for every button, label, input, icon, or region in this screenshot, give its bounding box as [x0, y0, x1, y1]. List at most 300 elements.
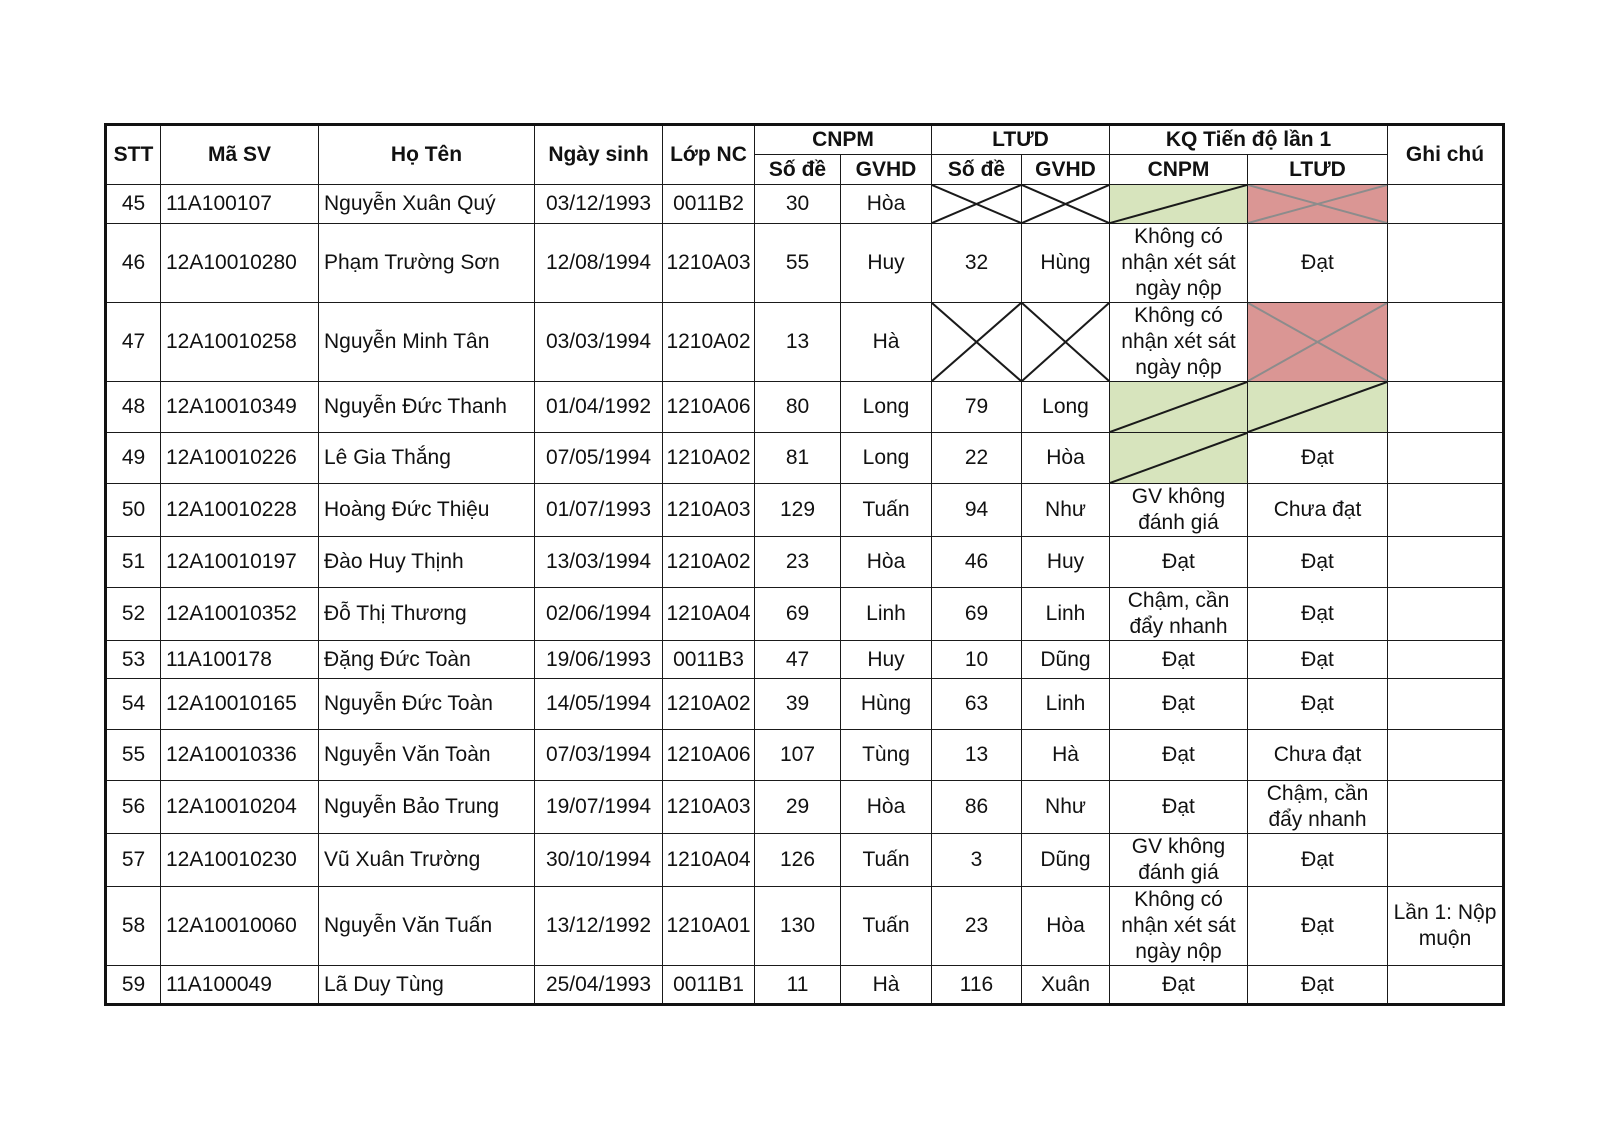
cell-text: Linh — [866, 602, 906, 625]
cell-cnpm-so-de — [755, 679, 841, 730]
cell-text: 03/03/1994 — [545, 330, 652, 353]
table-row — [106, 382, 1504, 433]
cell-stt — [106, 730, 161, 781]
table-row — [106, 185, 1504, 224]
table-row — [106, 641, 1504, 679]
cell-ltud-gvhd — [1022, 224, 1110, 303]
cell-cnpm-gvhd — [841, 966, 932, 1005]
cell-text: 86 — [964, 795, 989, 818]
cell-text: Như — [1045, 795, 1086, 818]
progress-table — [104, 123, 1505, 1006]
table-body — [106, 185, 1504, 1005]
cell-kq-cnpm — [1110, 185, 1248, 224]
cell-ghi-chu — [1388, 433, 1504, 484]
cell-text: 12A10010228 — [166, 498, 297, 521]
cell-ltud-so-de — [932, 185, 1022, 224]
cell-ltud-gvhd — [1022, 588, 1110, 641]
cell-lop — [663, 834, 755, 887]
cell-text: 0011B2 — [673, 192, 744, 215]
cell-stt — [106, 303, 161, 382]
cell-kq-ltud — [1248, 185, 1388, 224]
cell-text: Hà — [872, 330, 900, 353]
cell-ngay-sinh — [535, 382, 663, 433]
cell-kq-cnpm — [1110, 433, 1248, 484]
cell-text: 48 — [121, 395, 146, 418]
cell-ltud-so-de — [932, 433, 1022, 484]
cell-kq-cnpm — [1110, 781, 1248, 834]
cell-text: Đạt — [1301, 251, 1334, 274]
cell-ltud-gvhd — [1022, 484, 1110, 537]
cross-mark — [1022, 303, 1109, 381]
cell-ghi-chu — [1388, 224, 1504, 303]
cell-text: Đạt — [1162, 795, 1195, 818]
cell-text: 51 — [121, 550, 146, 573]
cell-ma-sv — [161, 679, 319, 730]
cell-text: Chậm, cần đẩy nhanh — [1127, 589, 1230, 638]
cell-ltud-gvhd — [1022, 730, 1110, 781]
cell-stt — [106, 382, 161, 433]
cell-text: 39 — [785, 692, 810, 715]
cell-lop — [663, 303, 755, 382]
col-cnpm-so-de: Số đề — [755, 155, 841, 185]
cell-text: 130 — [779, 914, 816, 937]
cell-text: 11A100107 — [166, 192, 272, 215]
cell-text: 13/12/1992 — [545, 914, 652, 937]
cell-text: Long — [862, 446, 910, 469]
cell-text: 01/04/1992 — [545, 395, 652, 418]
cell-kq-ltud — [1248, 834, 1388, 887]
cell-cnpm-gvhd — [841, 781, 932, 834]
cell-ltud-gvhd — [1022, 185, 1110, 224]
cell-text: Như — [1045, 498, 1086, 521]
cell-ltud-gvhd — [1022, 887, 1110, 966]
cell-text: 12A10010060 — [166, 914, 297, 937]
cell-ltud-so-de — [932, 537, 1022, 588]
cell-cnpm-gvhd — [841, 382, 932, 433]
cell-text: 12A10010258 — [166, 330, 297, 353]
col-ltud-so-de: Số đề — [932, 155, 1022, 185]
cell-ho-ten — [319, 641, 535, 679]
table-row — [106, 433, 1504, 484]
cell-lop — [663, 382, 755, 433]
cell-stt — [106, 185, 161, 224]
cell-text: Hùng — [860, 692, 912, 715]
cell-ltud-so-de — [932, 679, 1022, 730]
cell-kq-ltud — [1248, 679, 1388, 730]
cell-cnpm-gvhd — [841, 588, 932, 641]
cell-text: Hòa — [866, 550, 906, 573]
cell-text: Đạt — [1162, 550, 1195, 573]
cell-text: 52 — [121, 602, 146, 625]
cell-text: 32 — [964, 251, 989, 274]
cell-cnpm-so-de — [755, 588, 841, 641]
cell-text: Huy — [1046, 550, 1085, 573]
cell-ghi-chu — [1388, 887, 1504, 966]
cell-lop — [663, 887, 755, 966]
cell-text: 07/03/1994 — [545, 743, 652, 766]
cell-ngay-sinh — [535, 224, 663, 303]
cell-text: Không có nhận xét sát ngày nộp — [1121, 304, 1236, 379]
cell-text: Đạt — [1301, 647, 1334, 671]
cell-stt — [106, 834, 161, 887]
cell-kq-ltud — [1248, 382, 1388, 433]
cell-lop — [663, 185, 755, 224]
col-group-cnpm: CNPM — [755, 125, 932, 155]
cell-text: 107 — [779, 743, 816, 766]
cell-text: 1210A04 — [666, 602, 751, 625]
cell-ma-sv — [161, 303, 319, 382]
cell-text: 1210A06 — [666, 743, 751, 766]
cell-text: 55 — [121, 743, 146, 766]
cell-kq-ltud — [1248, 887, 1388, 966]
cell-text: Hoàng Đức Thiệu — [324, 498, 490, 521]
col-ho-ten: Họ Tên — [319, 125, 535, 185]
cell-text: Lần 1: Nộp muộn — [1393, 901, 1497, 950]
cell-kq-cnpm — [1110, 382, 1248, 433]
cell-text: Đạt — [1162, 743, 1195, 766]
cell-text: 79 — [964, 395, 989, 418]
cell-ngay-sinh — [535, 781, 663, 834]
cell-ghi-chu — [1388, 382, 1504, 433]
cell-ghi-chu — [1388, 537, 1504, 588]
cell-text: 1210A02 — [666, 692, 751, 715]
cell-text: 56 — [121, 795, 146, 818]
cell-text: Đạt — [1301, 446, 1334, 469]
cell-text: Linh — [1045, 602, 1086, 625]
cell-ltud-gvhd — [1022, 433, 1110, 484]
cell-lop — [663, 679, 755, 730]
cell-ho-ten — [319, 679, 535, 730]
cell-kq-ltud — [1248, 966, 1388, 1005]
cell-text: Tuấn — [862, 848, 910, 871]
cell-text: 19/06/1993 — [545, 647, 652, 671]
cell-text: Linh — [1045, 692, 1086, 715]
cell-ho-ten — [319, 303, 535, 382]
cell-text: 22 — [964, 446, 989, 469]
diagonal-mark — [1110, 433, 1247, 483]
cell-text: 1210A02 — [666, 330, 751, 353]
cell-kq-ltud — [1248, 781, 1388, 834]
cell-text: GV không đánh giá — [1131, 485, 1226, 534]
cell-ltud-so-de — [932, 730, 1022, 781]
cell-ma-sv — [161, 537, 319, 588]
cell-text: 03/12/1993 — [545, 192, 652, 215]
cell-ma-sv — [161, 641, 319, 679]
cell-cnpm-so-de — [755, 887, 841, 966]
diagonal-mark — [1110, 382, 1247, 432]
cell-text: Hòa — [866, 795, 906, 818]
cell-text: 46 — [964, 550, 989, 573]
cross-mark — [1248, 303, 1387, 381]
cell-text: 30/10/1994 — [545, 848, 652, 871]
cell-ho-ten — [319, 781, 535, 834]
table-row — [106, 887, 1504, 966]
col-ltud-gvhd: GVHD — [1022, 155, 1110, 185]
cell-text: Lê Gia Thắng — [324, 446, 451, 469]
cell-text: 13 — [785, 330, 810, 353]
cell-kq-ltud — [1248, 484, 1388, 537]
cell-text: Đặng Đức Toàn — [324, 647, 471, 671]
cell-ltud-so-de — [932, 484, 1022, 537]
cell-text: 30 — [785, 192, 810, 215]
cell-text: 1210A03 — [666, 498, 751, 521]
cell-ltud-so-de — [932, 382, 1022, 433]
cell-text: 1210A03 — [666, 251, 751, 274]
cell-cnpm-gvhd — [841, 224, 932, 303]
col-ngay-sinh: Ngày sinh — [535, 125, 663, 185]
diagonal-mark — [1110, 185, 1247, 223]
cell-lop — [663, 537, 755, 588]
cell-ghi-chu — [1388, 730, 1504, 781]
cell-text: 11A100049 — [166, 972, 272, 996]
cell-kq-cnpm — [1110, 224, 1248, 303]
cell-cnpm-gvhd — [841, 730, 932, 781]
col-lop-nc: Lớp NC — [663, 125, 755, 185]
cell-ghi-chu — [1388, 484, 1504, 537]
cell-lop — [663, 433, 755, 484]
cell-text: Nguyễn Văn Toàn — [324, 743, 491, 766]
cell-text: Đạt — [1301, 692, 1334, 715]
cell-ho-ten — [319, 730, 535, 781]
table-row — [106, 730, 1504, 781]
cell-kq-cnpm — [1110, 730, 1248, 781]
cell-text: 3 — [970, 848, 983, 871]
cell-kq-cnpm — [1110, 537, 1248, 588]
cell-lop — [663, 730, 755, 781]
cell-text: 23 — [785, 550, 810, 573]
cell-text: 12A10010336 — [166, 743, 297, 766]
table-row — [106, 484, 1504, 537]
cell-cnpm-so-de — [755, 537, 841, 588]
cell-cnpm-gvhd — [841, 679, 932, 730]
cell-text: Đạt — [1301, 914, 1334, 937]
cell-text: Hòa — [1046, 446, 1085, 469]
cell-text: 1210A02 — [666, 446, 751, 469]
cell-kq-cnpm — [1110, 588, 1248, 641]
cell-ma-sv — [161, 966, 319, 1005]
cell-cnpm-gvhd — [841, 537, 932, 588]
header-row-top — [106, 125, 1504, 155]
cell-ltud-so-de — [932, 781, 1022, 834]
cell-text: 49 — [121, 446, 146, 469]
cell-ma-sv — [161, 887, 319, 966]
cell-text: Tuấn — [862, 914, 910, 937]
cell-ngay-sinh — [535, 966, 663, 1005]
cell-kq-cnpm — [1110, 484, 1248, 537]
cell-cnpm-so-de — [755, 641, 841, 679]
cell-text: 12A10010204 — [166, 795, 297, 818]
cell-ho-ten — [319, 834, 535, 887]
cell-kq-ltud — [1248, 588, 1388, 641]
cell-ghi-chu — [1388, 303, 1504, 382]
cell-text: Xuân — [1040, 972, 1091, 996]
col-stt: STT — [106, 125, 161, 185]
cell-ngay-sinh — [535, 730, 663, 781]
cell-text: 1210A06 — [666, 395, 751, 418]
cell-cnpm-so-de — [755, 966, 841, 1005]
cell-text: 1210A01 — [666, 914, 751, 937]
cell-text: 12A10010197 — [166, 550, 297, 573]
cell-cnpm-so-de — [755, 433, 841, 484]
col-group-ltud: LTƯD — [932, 125, 1110, 155]
cell-ltud-gvhd — [1022, 537, 1110, 588]
table-row — [106, 966, 1504, 1005]
cell-text: 45 — [121, 192, 146, 215]
cell-text: 94 — [964, 498, 989, 521]
cell-text: Đạt — [1162, 647, 1195, 671]
cell-text: 47 — [785, 647, 810, 671]
cell-text: 59 — [121, 972, 146, 996]
cell-text: Phạm Trường Sơn — [324, 251, 500, 274]
cell-text: 46 — [121, 251, 146, 274]
cell-text: 58 — [121, 914, 146, 937]
cell-text: Đạt — [1162, 972, 1195, 996]
cell-ho-ten — [319, 966, 535, 1005]
cell-text: 07/05/1994 — [545, 446, 652, 469]
cell-lop — [663, 484, 755, 537]
cross-mark — [932, 185, 1021, 223]
cell-text: Long — [862, 395, 910, 418]
cell-cnpm-gvhd — [841, 433, 932, 484]
cell-text: 11A100178 — [166, 647, 272, 671]
cell-ghi-chu — [1388, 185, 1504, 224]
cell-ltud-gvhd — [1022, 679, 1110, 730]
cell-text: GV không đánh giá — [1131, 835, 1226, 884]
cell-stt — [106, 641, 161, 679]
cell-cnpm-so-de — [755, 185, 841, 224]
cell-text: 129 — [779, 498, 816, 521]
table-row — [106, 834, 1504, 887]
cell-ho-ten — [319, 185, 535, 224]
cell-stt — [106, 966, 161, 1005]
cell-ltud-gvhd — [1022, 382, 1110, 433]
cell-ma-sv — [161, 730, 319, 781]
cell-ngay-sinh — [535, 588, 663, 641]
cell-text: 69 — [785, 602, 810, 625]
cell-stt — [106, 433, 161, 484]
cell-text: 69 — [964, 602, 989, 625]
cell-text: Nguyễn Minh Tân — [324, 330, 490, 353]
cell-kq-cnpm — [1110, 887, 1248, 966]
cell-text: 1210A02 — [666, 550, 751, 573]
cell-ltud-gvhd — [1022, 966, 1110, 1005]
table-row — [106, 679, 1504, 730]
cell-text: 12A10010226 — [166, 446, 297, 469]
cell-ngay-sinh — [535, 834, 663, 887]
cell-text: Tuấn — [862, 498, 910, 521]
cell-ho-ten — [319, 433, 535, 484]
cell-ma-sv — [161, 588, 319, 641]
cell-ghi-chu — [1388, 966, 1504, 1005]
cell-kq-cnpm — [1110, 834, 1248, 887]
cell-stt — [106, 781, 161, 834]
cell-text: Huy — [867, 251, 905, 274]
diagonal-mark — [1248, 382, 1387, 432]
col-ma-sv: Mã SV — [161, 125, 319, 185]
cell-text: Hà — [872, 972, 900, 996]
cell-stt — [106, 537, 161, 588]
cell-ma-sv — [161, 781, 319, 834]
cell-ngay-sinh — [535, 433, 663, 484]
table-row — [106, 781, 1504, 834]
cell-text: Dũng — [1040, 647, 1091, 671]
cell-text: Chưa đạt — [1273, 743, 1362, 766]
col-ghi-chu: Ghi chú — [1388, 125, 1504, 185]
cell-kq-cnpm — [1110, 966, 1248, 1005]
cell-text: 13 — [964, 743, 989, 766]
cell-ngay-sinh — [535, 185, 663, 224]
cell-ltud-so-de — [932, 834, 1022, 887]
cell-text: Hà — [1052, 743, 1079, 766]
cell-kq-ltud — [1248, 224, 1388, 303]
cell-cnpm-so-de — [755, 484, 841, 537]
col-cnpm-gvhd: GVHD — [841, 155, 932, 185]
cross-mark — [1248, 185, 1387, 223]
cell-text: 02/06/1994 — [545, 602, 652, 625]
cell-ho-ten — [319, 588, 535, 641]
cross-mark — [932, 303, 1021, 381]
cell-text: Hòa — [1046, 914, 1085, 937]
cell-text: Nguyễn Đức Toàn — [324, 692, 493, 715]
col-kq-ltud: LTƯD — [1248, 155, 1388, 185]
cell-cnpm-so-de — [755, 781, 841, 834]
cell-cnpm-so-de — [755, 224, 841, 303]
cell-text: 1210A03 — [666, 795, 751, 818]
cell-kq-ltud — [1248, 730, 1388, 781]
col-group-kq: KQ Tiến độ lần 1 — [1110, 125, 1388, 155]
cell-text: Huy — [867, 647, 905, 671]
cell-text: 14/05/1994 — [545, 692, 652, 715]
cell-text: Chưa đạt — [1273, 498, 1362, 521]
cell-stt — [106, 588, 161, 641]
cell-kq-ltud — [1248, 641, 1388, 679]
cell-ma-sv — [161, 224, 319, 303]
cell-text: 126 — [779, 848, 816, 871]
cell-text: Hòa — [866, 192, 906, 215]
cell-ngay-sinh — [535, 484, 663, 537]
cell-ghi-chu — [1388, 588, 1504, 641]
cell-text: 55 — [785, 251, 810, 274]
cell-lop — [663, 641, 755, 679]
cell-text: 12A10010352 — [166, 602, 297, 625]
cell-ho-ten — [319, 224, 535, 303]
cell-ltud-so-de — [932, 966, 1022, 1005]
cell-cnpm-so-de — [755, 730, 841, 781]
cell-text: 01/07/1993 — [545, 498, 652, 521]
cell-ghi-chu — [1388, 781, 1504, 834]
col-kq-cnpm: CNPM — [1110, 155, 1248, 185]
cell-ghi-chu — [1388, 834, 1504, 887]
cell-text: Nguyễn Bảo Trung — [324, 795, 500, 818]
cell-kq-cnpm — [1110, 303, 1248, 382]
cell-ngay-sinh — [535, 887, 663, 966]
cell-ma-sv — [161, 185, 319, 224]
student-progress-sheet — [104, 123, 1502, 1010]
cell-text: 116 — [959, 972, 994, 996]
cell-ltud-so-de — [932, 588, 1022, 641]
cell-ltud-so-de — [932, 303, 1022, 382]
cell-text: Đào Huy Thịnh — [324, 550, 464, 573]
cell-cnpm-so-de — [755, 834, 841, 887]
cell-ghi-chu — [1388, 641, 1504, 679]
cell-ltud-gvhd — [1022, 781, 1110, 834]
cell-text: 80 — [785, 395, 810, 418]
cell-text: Chậm, cần đẩy nhanh — [1266, 782, 1369, 831]
cell-ngay-sinh — [535, 537, 663, 588]
cell-text: 53 — [121, 647, 146, 671]
cell-ngay-sinh — [535, 641, 663, 679]
cell-text: Đạt — [1301, 848, 1334, 871]
